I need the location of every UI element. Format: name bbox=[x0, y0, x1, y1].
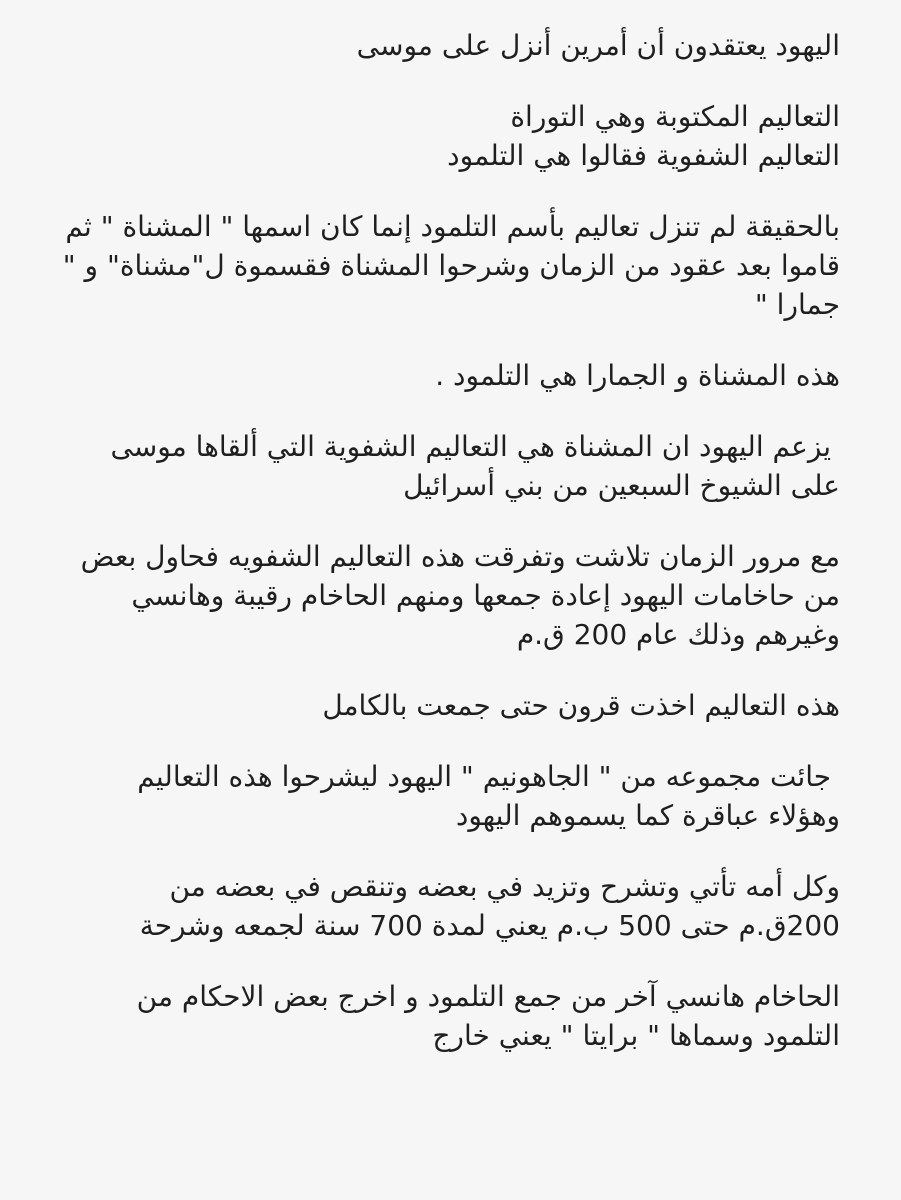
paragraph-line: يزعم اليهود ان المشناة هي التعاليم الشفوية التي ألقاها موسى bbox=[110, 430, 840, 463]
paragraph-4 bbox=[48, 356, 840, 395]
paragraph-line: الحاخام هانسي آخر من جمع التلمود و اخرج بعض الاحكام من bbox=[136, 980, 840, 1013]
paragraph-line: التعاليم الشفوية فقالوا هي التلمود bbox=[447, 139, 840, 172]
paragraph-7 bbox=[48, 686, 840, 725]
paragraph-line: جمارا " bbox=[754, 288, 840, 321]
paragraph-line: هذه التعاليم اخذت قرون حتى جمعت بالكامل bbox=[322, 689, 840, 722]
paragraph-line: مع مرور الزمان تلاشت وتفرقت هذه التعاليم الشفويه فحاول بعض bbox=[80, 540, 840, 573]
paragraph-line: وغيرهم وذلك عام 200 ق.م bbox=[516, 618, 840, 651]
paragraph-line: على الشيوخ السبعين من بني أسرائيل bbox=[403, 469, 840, 502]
paragraph-line: هذه المشناة و الجمارا هي التلمود . bbox=[435, 359, 840, 392]
paragraph-3 bbox=[48, 207, 840, 324]
paragraph-line: جائت مجموعه من " الجاهونيم " اليهود ليشرحوا هذه التعاليم bbox=[137, 760, 840, 793]
paragraph-line: التعاليم المكتوبة وهي التوراة bbox=[510, 100, 840, 133]
paragraph-line: 200ق.م حتى 500 ب.م يعني لمدة 700 سنة لجمعه وشرحة bbox=[139, 909, 840, 942]
paragraph-9 bbox=[48, 867, 840, 945]
paragraph-line: وكل أمه تأتي وتشرح وتزيد في بعضه وتنقص في بعضه من bbox=[169, 870, 840, 903]
paragraph-line: قاموا بعد عقود من الزمان وشرحوا المشناة فقسموة ل"مشناة" و " bbox=[62, 249, 840, 282]
paragraph-5 bbox=[48, 427, 840, 505]
paragraph-2 bbox=[48, 97, 840, 175]
paragraph-line: من حاخامات اليهود إعادة جمعها ومنهم الحاخام رقيبة وهانسي bbox=[131, 579, 840, 612]
paragraph-8 bbox=[48, 757, 840, 835]
paragraph-line: بالحقيقة لم تنزل تعاليم بأسم التلمود إنما كان اسمها " المشناة " ثم bbox=[65, 210, 840, 243]
paragraph-line: اليهود يعتقدون أن أمرين أنزل على موسى bbox=[356, 29, 840, 62]
paragraph-line: التلمود وسماها " برايتا " يعني خارج bbox=[432, 1019, 840, 1052]
paragraph-1 bbox=[48, 26, 840, 65]
paragraph-6 bbox=[48, 537, 840, 654]
paragraph-line: وهؤلاء عباقرة كما يسموهم اليهود bbox=[455, 799, 840, 832]
paragraph-10 bbox=[48, 977, 840, 1055]
